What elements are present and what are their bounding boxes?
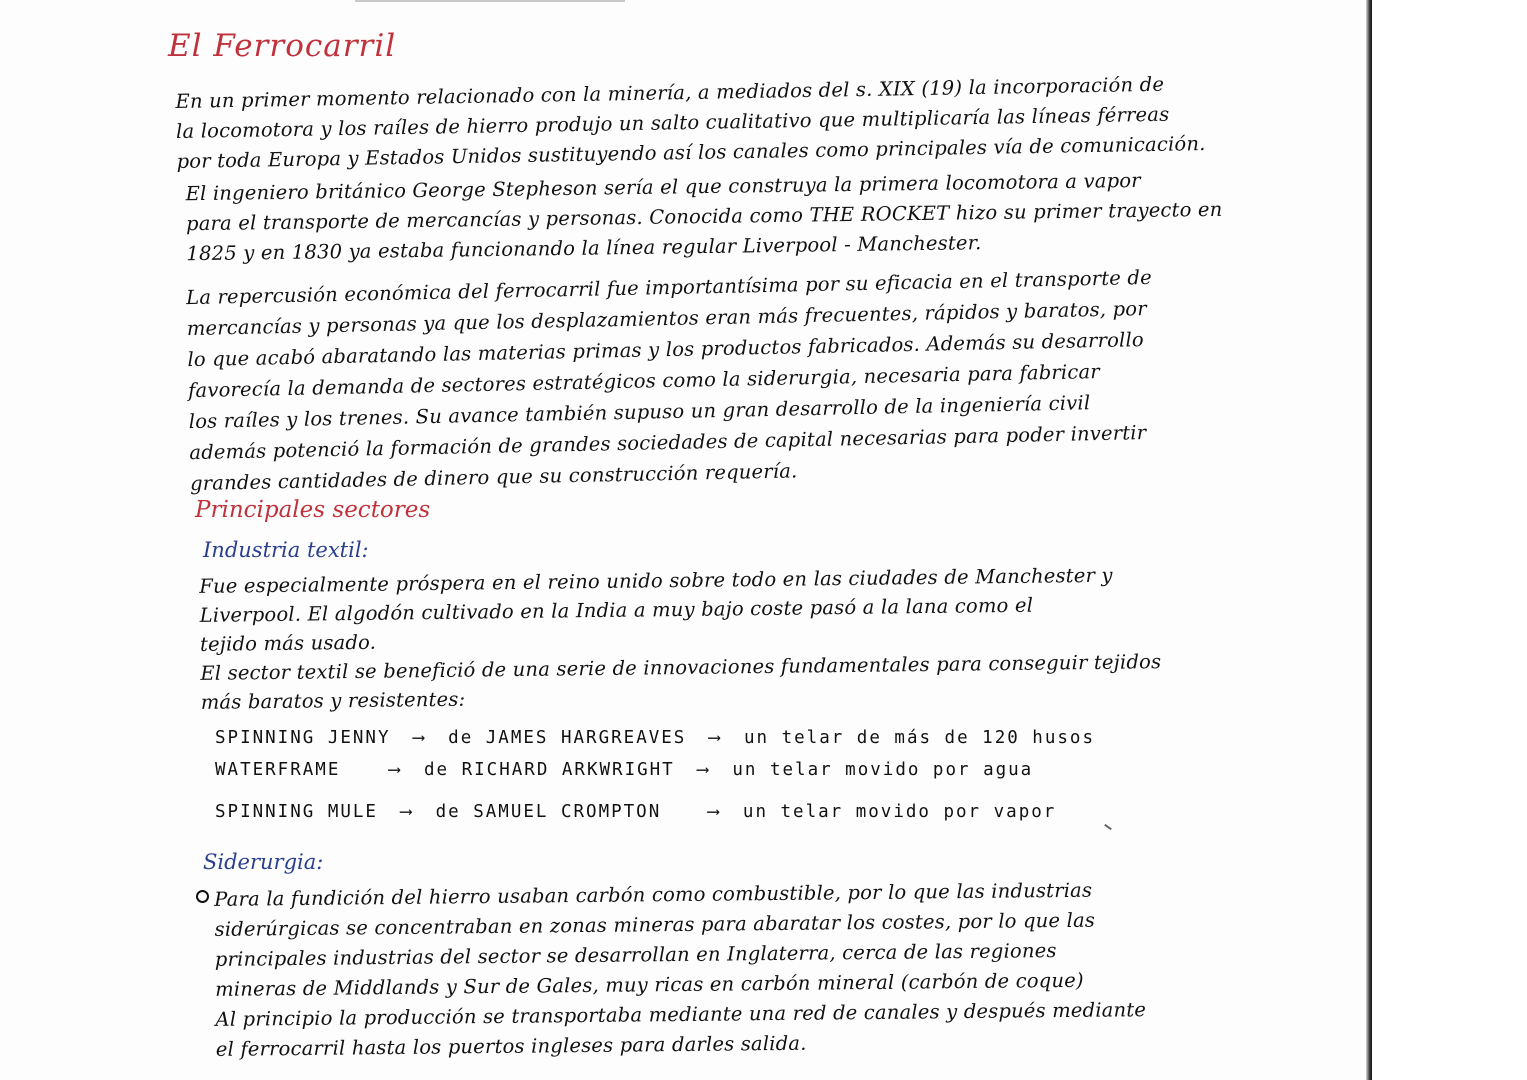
stephenson-line: 1825 y en 1830 ya estaba funcionando la línea regular Liverpool - Manchester. xyxy=(186,231,982,266)
invention-inventor: de JAMES HARGREAVES xyxy=(448,728,687,748)
invention-inventor: de SAMUEL CROMPTON xyxy=(435,802,662,822)
intro-paragraph xyxy=(175,69,1205,177)
bullet-icon xyxy=(196,890,209,903)
textil-line: tejido más usado. xyxy=(199,630,377,656)
siderurgia-line: siderúrgicas se concentraban en zonas mineras para abaratar los costes, por lo que las xyxy=(214,908,1096,941)
textil-line: Fue especialmente próspera en el reino unido sobre todo en las ciudades de Manchester y xyxy=(199,563,1113,598)
arrow-right-icon: ⟶ xyxy=(697,760,710,780)
page-margin xyxy=(1372,0,1527,1080)
invention-row xyxy=(215,802,1056,822)
invention-desc: un telar movido por agua xyxy=(732,760,1034,780)
impact-line: los raíles y los trenes. Su avance también supuso un gran desarrollo de la ingeniería civil xyxy=(188,391,1091,434)
siderurgia-heading: Siderurgia: xyxy=(203,850,324,874)
impact-line: mercancías y personas ya que los desplazamientos eran más frecuentes, rápidos y baratos, por xyxy=(186,297,1147,341)
impact-paragraph xyxy=(186,262,1156,499)
arrow-right-icon: ⟶ xyxy=(400,802,414,822)
arrow-right-icon: ⟶ xyxy=(388,760,402,780)
invention-desc: un telar movido por vapor xyxy=(742,802,1057,822)
textil-heading: Industria textil: xyxy=(203,538,369,562)
impact-line: además potenció la formación de grandes sociedades de capital necesarias para poder invertir xyxy=(189,421,1147,465)
page-title: El Ferrocarril xyxy=(168,28,397,64)
siderurgia-line: principales industrias del sector se desarrollan en Inglaterra, cerca de las regiones xyxy=(214,939,1057,971)
siderurgia-line: Al principio la producción se transportaba mediante una red de canales y después mediante xyxy=(215,998,1147,1031)
arrow-right-icon: ⟶ xyxy=(413,728,426,748)
invention-row xyxy=(215,728,1095,748)
textil-line: más baratos y resistentes: xyxy=(200,687,466,714)
invention-name: SPINNING JENNY xyxy=(215,728,391,748)
invention-name: WATERFRAME xyxy=(215,760,341,780)
siderurgia-line: mineras de Middlands y Sur de Gales, muy ricas en carbón mineral (carbón de coque) xyxy=(215,968,1084,1001)
sectors-heading: Principales sectores xyxy=(195,497,431,523)
impact-line: La repercusión económica del ferrocarril fue importantísima por su eficacia en el transporte de xyxy=(185,265,1153,310)
intro-line: En un primer momento relacionado con la minería, a mediados del s. XIX (19) la incorporación de xyxy=(175,72,1165,113)
arrow-right-icon: ⟶ xyxy=(708,728,722,748)
intro-line: la locomotora y los raíles de hierro produjo un salto cualitativo que multiplicaría las líneas férreas xyxy=(175,102,1170,143)
stephenson-line: El ingeniero británico George Stepheson sería el que construya la primera locomotora a vapor xyxy=(185,168,1141,206)
siderurgia-line: el ferrocarril hasta los puertos ingleses para darles salida. xyxy=(215,1031,807,1061)
impact-line: lo que acabó abaratando las materias primas y los productos fabricados. Además su desarrollo xyxy=(187,328,1145,372)
siderurgia-paragraph xyxy=(214,875,1146,1065)
invention-row xyxy=(215,760,1033,780)
arrow-right-icon: ⟶ xyxy=(707,802,721,822)
impact-line: grandes cantidades de dinero que su construcción requería. xyxy=(189,459,798,496)
page-top-edge xyxy=(355,0,625,2)
stephenson-paragraph xyxy=(185,165,1223,269)
pen-mark xyxy=(1104,824,1112,830)
textil-paragraph xyxy=(199,560,1162,717)
siderurgia-line: Para la fundición del hierro usaban carbón como combustible, por lo que las industrias xyxy=(214,878,1093,911)
stephenson-line: para el transporte de mercancías y personas. Conocida como THE ROCKET hizo su primer trayecto en xyxy=(185,197,1223,236)
invention-inventor: de RICHARD ARKWRIGHT xyxy=(424,760,675,780)
intro-line: por toda Europa y Estados Unidos sustituyendo así los canales como principales vía de comunicación. xyxy=(176,132,1206,173)
textil-line: El sector textil se benefició de una serie de innovaciones fundamentales para conseguir tejidos xyxy=(200,650,1162,685)
invention-name: SPINNING MULE xyxy=(215,802,378,822)
impact-line: favorecía la demanda de sectores estratégicos como la siderurgia, necesaria para fabricar xyxy=(187,360,1101,403)
invention-desc: un telar de más de 120 husos xyxy=(743,728,1095,748)
textil-line: Liverpool. El algodón cultivado en la India a muy bajo coste pasó a la lana como el xyxy=(199,593,1034,627)
